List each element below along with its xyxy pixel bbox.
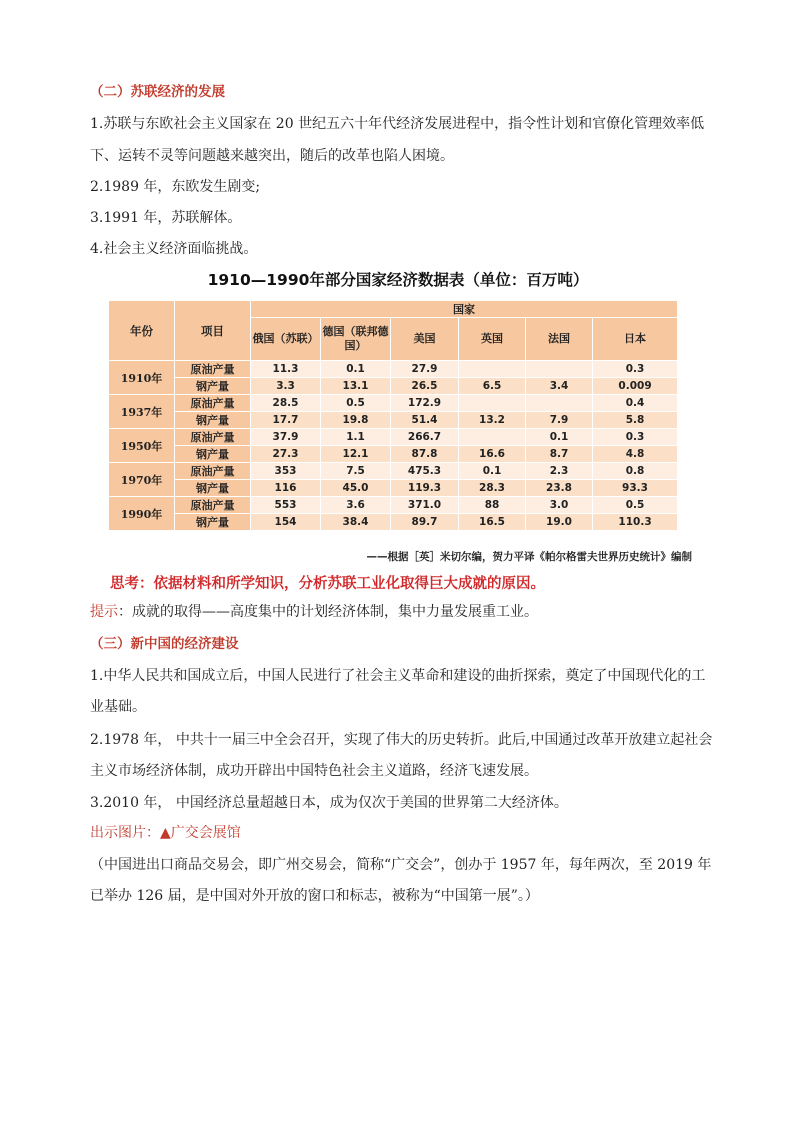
value-cell: 13.2: [459, 412, 526, 429]
value-cell: 0.009: [593, 378, 678, 395]
value-cell: [459, 429, 526, 446]
china-paragraph-1-line-1: 1.中华人民共和国成立后，中国人民进行了社会主义革命和建设的曲折探索，奠定了中国现代化的工: [90, 668, 706, 684]
item-cell: 原油产量: [175, 497, 251, 514]
paragraph-1-line-1: 1.苏联与东欧社会主义国家在 20 世纪五六十年代经济发展进程中，指令性计划和官僚化管理效率低: [90, 116, 705, 132]
value-cell: 3.6: [321, 497, 391, 514]
value-cell: 119.3: [391, 480, 459, 497]
table-body: [109, 361, 678, 531]
value-cell: [526, 361, 593, 378]
value-cell: 45.0: [321, 480, 391, 497]
value-cell: 371.0: [391, 497, 459, 514]
value-cell: 6.5: [459, 378, 526, 395]
year-cell: 1950年: [109, 429, 175, 463]
value-cell: 553: [251, 497, 321, 514]
value-cell: 38.4: [321, 514, 391, 531]
value-cell: [526, 395, 593, 412]
value-cell: 89.7: [391, 514, 459, 531]
header-country: 日本: [593, 318, 678, 361]
value-cell: 0.8: [593, 463, 678, 480]
value-cell: 26.5: [391, 378, 459, 395]
item-cell: 原油产量: [175, 361, 251, 378]
value-cell: 3.3: [251, 378, 321, 395]
paragraph-4: 4.社会主义经济面临挑战。: [90, 241, 258, 257]
table-row: [109, 497, 678, 514]
value-cell: 266.7: [391, 429, 459, 446]
value-cell: 27.3: [251, 446, 321, 463]
paragraph-2: 2.1989 年，东欧发生剧变;: [90, 179, 261, 195]
value-cell: 475.3: [391, 463, 459, 480]
table-source: ——根据［英］米切尔编，贺力平译《帕尔格雷夫世界历史统计》编制: [366, 551, 692, 563]
value-cell: 88: [459, 497, 526, 514]
table-row: [109, 463, 678, 480]
item-cell: 钢产量: [175, 480, 251, 497]
value-cell: 51.4: [391, 412, 459, 429]
item-cell: 原油产量: [175, 463, 251, 480]
value-cell: 0.1: [526, 429, 593, 446]
value-cell: 0.5: [321, 395, 391, 412]
value-cell: 28.3: [459, 480, 526, 497]
value-cell: 0.4: [593, 395, 678, 412]
table-row: [109, 412, 678, 429]
paragraph-1-line-2: 下、运转不灵等问题越来越突出，随后的改革也陷人困境。: [90, 148, 454, 164]
value-cell: 17.7: [251, 412, 321, 429]
value-cell: 1.1: [321, 429, 391, 446]
header-country: 俄国（苏联）: [251, 318, 321, 361]
value-cell: 0.1: [321, 361, 391, 378]
value-cell: 8.7: [526, 446, 593, 463]
header-country: 英国: [459, 318, 526, 361]
year-cell: 1970年: [109, 463, 175, 497]
value-cell: 5.8: [593, 412, 678, 429]
value-cell: 172.9: [391, 395, 459, 412]
value-cell: 37.9: [251, 429, 321, 446]
value-cell: 0.5: [593, 497, 678, 514]
value-cell: [459, 361, 526, 378]
item-cell: 原油产量: [175, 395, 251, 412]
value-cell: 16.5: [459, 514, 526, 531]
item-cell: 钢产量: [175, 412, 251, 429]
value-cell: 13.1: [321, 378, 391, 395]
canton-fair-note-line-2: 已举办 126 届，是中国对外开放的窗口和标志，被称为“中国第一展”。）: [90, 888, 539, 904]
year-cell: 1910年: [109, 361, 175, 395]
value-cell: 27.9: [391, 361, 459, 378]
item-cell: 钢产量: [175, 378, 251, 395]
year-cell: 1937年: [109, 395, 175, 429]
value-cell: 116: [251, 480, 321, 497]
china-paragraph-2-line-2: 主义市场经济体制，成功开辟出中国特色社会主义道路，经济飞速发展。: [90, 763, 538, 779]
show-image-label: 出示图片：▲广交会展馆: [90, 825, 241, 841]
item-cell: 钢产量: [175, 514, 251, 531]
header-year: 年份: [109, 301, 175, 361]
table-row: [109, 480, 678, 497]
table-row: [109, 514, 678, 531]
value-cell: 11.3: [251, 361, 321, 378]
header-item: 项目: [175, 301, 251, 361]
value-cell: 0.3: [593, 429, 678, 446]
item-cell: 钢产量: [175, 446, 251, 463]
value-cell: 7.9: [526, 412, 593, 429]
section-heading-china-economy: （三）新中国的经济建设: [90, 636, 239, 652]
value-cell: 353: [251, 463, 321, 480]
value-cell: 12.1: [321, 446, 391, 463]
economic-data-table-figure: [100, 268, 696, 568]
header-country: 美国: [391, 318, 459, 361]
value-cell: 28.5: [251, 395, 321, 412]
canton-fair-note-line-1: （中国进出口商品交易会，即广州交易会，简称“广交会”，创办于 1957 年，每年两次，至 2019 年: [90, 857, 712, 873]
value-cell: 0.3: [593, 361, 678, 378]
value-cell: 3.0: [526, 497, 593, 514]
value-cell: 87.8: [391, 446, 459, 463]
china-paragraph-1-line-2: 业基础。: [90, 699, 146, 715]
value-cell: 93.3: [593, 480, 678, 497]
table-row: [109, 429, 678, 446]
paragraph-3: 3.1991 年，苏联解体。: [90, 210, 242, 226]
header-country-group: 国家: [251, 301, 678, 318]
value-cell: 154: [251, 514, 321, 531]
value-cell: 2.3: [526, 463, 593, 480]
hint-label: 提示: [90, 604, 118, 620]
value-cell: 19.0: [526, 514, 593, 531]
table-title: 1910—1990年部分国家经济数据表（单位：百万吨）: [207, 271, 589, 289]
value-cell: 7.5: [321, 463, 391, 480]
table-row: [109, 395, 678, 412]
table-row: [109, 446, 678, 463]
hint-line: [90, 603, 538, 621]
header-country: 法国: [526, 318, 593, 361]
economic-data-table: [108, 300, 678, 531]
value-cell: 0.1: [459, 463, 526, 480]
value-cell: 19.8: [321, 412, 391, 429]
value-cell: 110.3: [593, 514, 678, 531]
section-heading-soviet-economy: （二）苏联经济的发展: [90, 84, 225, 100]
item-cell: 原油产量: [175, 429, 251, 446]
value-cell: 4.8: [593, 446, 678, 463]
header-country: 德国（联邦德国）: [321, 318, 391, 361]
year-cell: 1990年: [109, 497, 175, 531]
value-cell: 3.4: [526, 378, 593, 395]
value-cell: 16.6: [459, 446, 526, 463]
value-cell: [459, 395, 526, 412]
value-cell: 23.8: [526, 480, 593, 497]
table-row: [109, 361, 678, 378]
think-question: 思考：依据材料和所学知识，分析苏联工业化取得巨大成就的原因。: [110, 576, 545, 592]
table-row: [109, 378, 678, 395]
china-paragraph-3: 3.2010 年， 中国经济总量超越日本，成为仅次于美国的世界第二大经济体。: [90, 795, 568, 811]
hint-text: ：成就的取得——高度集中的计划经济体制，集中力量发展重工业。: [118, 604, 538, 620]
china-paragraph-2-line-1: 2.1978 年， 中共十一届三中全会召开，实现了伟大的历史转折。此后,中国通过改革开放建立起社会: [90, 732, 713, 748]
